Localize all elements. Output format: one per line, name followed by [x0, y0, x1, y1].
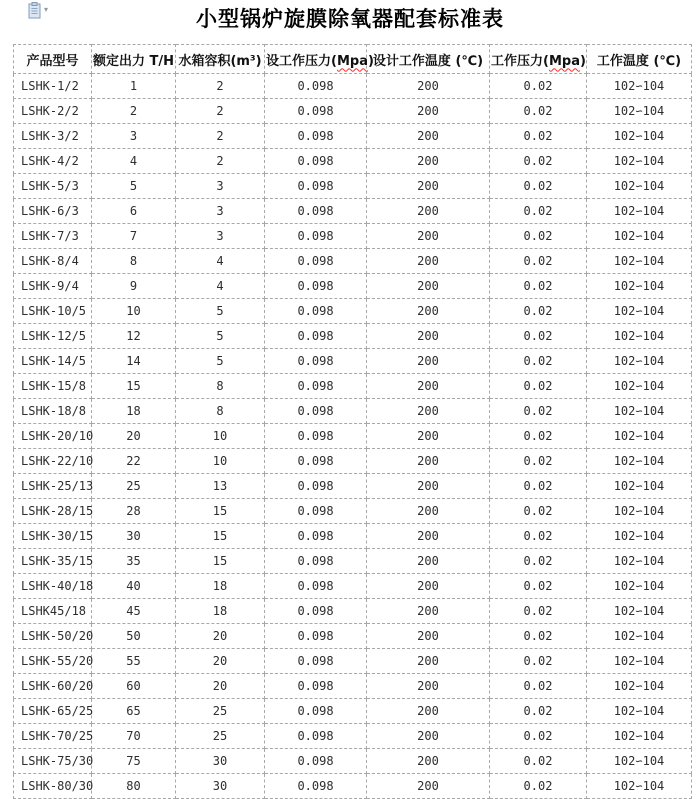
cell-working-pressure: 0.02: [490, 449, 587, 474]
cell-rated-output: 25: [92, 474, 176, 499]
cell-working-temperature: 102∽104: [587, 674, 692, 699]
cell-model: LSHK-28/15: [14, 499, 92, 524]
table-row: [14, 149, 692, 174]
cell-model: LSHK-12/5: [14, 324, 92, 349]
cell-working-temperature: 102∽104: [587, 124, 692, 149]
misspelled-unit-label: Mpa: [336, 53, 368, 69]
cell-working-pressure: 0.02: [490, 524, 587, 549]
table-row: [14, 674, 692, 699]
cell-model: LSHK45/18: [14, 599, 92, 624]
table-row: [14, 249, 692, 274]
cell-rated-output: 28: [92, 499, 176, 524]
cell-working-temperature: 102∽104: [587, 224, 692, 249]
cell-design-working-temperature: 200: [367, 549, 490, 574]
cell-working-temperature: 102∽104: [587, 724, 692, 749]
cell-design-working-pressure: 0.098: [265, 74, 367, 99]
cell-rated-output: 40: [92, 574, 176, 599]
cell-design-working-temperature: 200: [367, 249, 490, 274]
cell-tank-volume: 30: [176, 774, 265, 799]
cell-model: LSHK-7/3: [14, 224, 92, 249]
cell-design-working-temperature: 200: [367, 749, 490, 774]
cell-working-pressure: 0.02: [490, 349, 587, 374]
cell-working-pressure: 0.02: [490, 599, 587, 624]
cell-tank-volume: 15: [176, 524, 265, 549]
cell-rated-output: 45: [92, 599, 176, 624]
cell-working-pressure: 0.02: [490, 474, 587, 499]
table-row: [14, 224, 692, 249]
cell-working-temperature: 102∽104: [587, 699, 692, 724]
misspelled-unit-label: Mpa: [548, 53, 580, 69]
cell-model: LSHK-18/8: [14, 399, 92, 424]
cell-design-working-pressure: 0.098: [265, 674, 367, 699]
cell-rated-output: 1: [92, 74, 176, 99]
cell-working-temperature: 102∽104: [587, 474, 692, 499]
cell-tank-volume: 2: [176, 99, 265, 124]
table-row: [14, 774, 692, 799]
cell-tank-volume: 20: [176, 649, 265, 674]
cell-design-working-temperature: 200: [367, 424, 490, 449]
table-row: [14, 99, 692, 124]
cell-design-working-pressure: 0.098: [265, 249, 367, 274]
cell-rated-output: 50: [92, 624, 176, 649]
table-row: [14, 499, 692, 524]
cell-tank-volume: 18: [176, 574, 265, 599]
page-title: 小型锅炉旋膜除氧器配套标准表: [196, 7, 504, 31]
cell-design-working-temperature: 200: [367, 524, 490, 549]
cell-working-temperature: 102∽104: [587, 649, 692, 674]
cell-working-pressure: 0.02: [490, 224, 587, 249]
table-row: [14, 599, 692, 624]
cell-working-pressure: 0.02: [490, 549, 587, 574]
cell-design-working-temperature: 200: [367, 499, 490, 524]
cell-design-working-pressure: 0.098: [265, 724, 367, 749]
cell-model: LSHK-6/3: [14, 199, 92, 224]
cell-tank-volume: 2: [176, 124, 265, 149]
cell-tank-volume: 20: [176, 674, 265, 699]
cell-model: LSHK-60/20: [14, 674, 92, 699]
table-row: [14, 274, 692, 299]
cell-rated-output: 30: [92, 524, 176, 549]
cell-model: LSHK-10/5: [14, 299, 92, 324]
table-row: [14, 424, 692, 449]
deaerator-spec-table: [13, 44, 692, 799]
cell-working-pressure: 0.02: [490, 274, 587, 299]
cell-working-temperature: 102∽104: [587, 99, 692, 124]
cell-model: LSHK-80/30: [14, 774, 92, 799]
cell-tank-volume: 10: [176, 449, 265, 474]
cell-rated-output: 20: [92, 424, 176, 449]
column-header-6: 工作温度 (℃): [587, 45, 692, 74]
table-row: [14, 749, 692, 774]
cell-design-working-pressure: 0.098: [265, 399, 367, 424]
cell-model: LSHK-9/4: [14, 274, 92, 299]
cell-model: LSHK-14/5: [14, 349, 92, 374]
cell-design-working-temperature: 200: [367, 199, 490, 224]
cell-working-temperature: 102∽104: [587, 449, 692, 474]
cell-rated-output: 8: [92, 249, 176, 274]
cell-model: LSHK-5/3: [14, 174, 92, 199]
cell-tank-volume: 8: [176, 374, 265, 399]
cell-design-working-pressure: 0.098: [265, 749, 367, 774]
cell-working-temperature: 102∽104: [587, 349, 692, 374]
cell-tank-volume: 3: [176, 224, 265, 249]
cell-design-working-temperature: 200: [367, 274, 490, 299]
cell-model: LSHK-55/20: [14, 649, 92, 674]
cell-design-working-temperature: 200: [367, 174, 490, 199]
cell-working-pressure: 0.02: [490, 149, 587, 174]
cell-working-temperature: 102∽104: [587, 74, 692, 99]
cell-tank-volume: 2: [176, 74, 265, 99]
cell-tank-volume: 3: [176, 199, 265, 224]
cell-rated-output: 5: [92, 174, 176, 199]
cell-design-working-temperature: 200: [367, 99, 490, 124]
cell-design-working-pressure: 0.098: [265, 624, 367, 649]
cell-model: LSHK-65/25: [14, 699, 92, 724]
cell-design-working-pressure: 0.098: [265, 324, 367, 349]
cell-model: LSHK-15/8: [14, 374, 92, 399]
cell-rated-output: 60: [92, 674, 176, 699]
cell-model: LSHK-8/4: [14, 249, 92, 274]
column-header-2: 水箱容积(m³): [176, 45, 265, 74]
cell-model: LSHK-4/2: [14, 149, 92, 174]
cell-design-working-pressure: 0.098: [265, 274, 367, 299]
cell-rated-output: 65: [92, 699, 176, 724]
table-row: [14, 349, 692, 374]
cell-rated-output: 18: [92, 399, 176, 424]
cell-working-temperature: 102∽104: [587, 249, 692, 274]
cell-working-pressure: 0.02: [490, 374, 587, 399]
cell-tank-volume: 13: [176, 474, 265, 499]
cell-tank-volume: 25: [176, 724, 265, 749]
cell-working-temperature: 102∽104: [587, 774, 692, 799]
cell-design-working-pressure: 0.098: [265, 424, 367, 449]
cell-working-pressure: 0.02: [490, 574, 587, 599]
cell-working-pressure: 0.02: [490, 499, 587, 524]
cell-tank-volume: 18: [176, 599, 265, 624]
cell-working-pressure: 0.02: [490, 99, 587, 124]
cell-working-temperature: 102∽104: [587, 199, 692, 224]
cell-tank-volume: 3: [176, 174, 265, 199]
cell-design-working-pressure: 0.098: [265, 499, 367, 524]
cell-design-working-pressure: 0.098: [265, 174, 367, 199]
cell-working-pressure: 0.02: [490, 124, 587, 149]
cell-model: LSHK-50/20: [14, 624, 92, 649]
cell-rated-output: 2: [92, 99, 176, 124]
cell-model: LSHK-75/30: [14, 749, 92, 774]
cell-design-working-temperature: 200: [367, 299, 490, 324]
cell-tank-volume: 10: [176, 424, 265, 449]
cell-working-temperature: 102∽104: [587, 524, 692, 549]
cell-design-working-pressure: 0.098: [265, 574, 367, 599]
dropdown-arrow-icon: ▾: [44, 5, 49, 14]
table-header-row: [14, 45, 692, 74]
cell-working-pressure: 0.02: [490, 174, 587, 199]
cell-design-working-pressure: 0.098: [265, 349, 367, 374]
column-header-3: 设工作压力(Mpa): [265, 45, 367, 74]
cell-rated-output: 80: [92, 774, 176, 799]
cell-tank-volume: 2: [176, 149, 265, 174]
cell-design-working-pressure: 0.098: [265, 549, 367, 574]
cell-working-temperature: 102∽104: [587, 324, 692, 349]
table-row: [14, 199, 692, 224]
cell-tank-volume: 5: [176, 349, 265, 374]
cell-design-working-pressure: 0.098: [265, 124, 367, 149]
cell-rated-output: 10: [92, 299, 176, 324]
table-row: [14, 374, 692, 399]
cell-tank-volume: 30: [176, 749, 265, 774]
cell-model: LSHK-30/15: [14, 524, 92, 549]
table-row: [14, 549, 692, 574]
table-row: [14, 449, 692, 474]
cell-design-working-pressure: 0.098: [265, 299, 367, 324]
cell-working-temperature: 102∽104: [587, 574, 692, 599]
table-row: [14, 399, 692, 424]
cell-design-working-temperature: 200: [367, 124, 490, 149]
column-header-5: 工作压力(Mpa): [490, 45, 587, 74]
cell-design-working-temperature: 200: [367, 399, 490, 424]
cell-model: LSHK-70/25: [14, 724, 92, 749]
cell-model: LSHK-40/18: [14, 574, 92, 599]
cell-working-pressure: 0.02: [490, 199, 587, 224]
cell-working-temperature: 102∽104: [587, 624, 692, 649]
cell-rated-output: 6: [92, 199, 176, 224]
cell-tank-volume: 15: [176, 549, 265, 574]
table-row: [14, 124, 692, 149]
cell-design-working-pressure: 0.098: [265, 699, 367, 724]
cell-tank-volume: 15: [176, 499, 265, 524]
cell-design-working-temperature: 200: [367, 374, 490, 399]
table-row: [14, 524, 692, 549]
column-header-1: 额定出力 T/H: [92, 45, 176, 74]
cell-design-working-temperature: 200: [367, 74, 490, 99]
cell-working-pressure: 0.02: [490, 249, 587, 274]
table-row: [14, 699, 692, 724]
cell-design-working-temperature: 200: [367, 349, 490, 374]
cell-working-pressure: 0.02: [490, 674, 587, 699]
cell-design-working-pressure: 0.098: [265, 149, 367, 174]
table-row: [14, 299, 692, 324]
topbar: [0, 0, 700, 44]
cell-working-temperature: 102∽104: [587, 174, 692, 199]
cell-working-temperature: 102∽104: [587, 274, 692, 299]
table-row: [14, 74, 692, 99]
cell-working-pressure: 0.02: [490, 424, 587, 449]
cell-tank-volume: 4: [176, 249, 265, 274]
cell-model: LSHK-3/2: [14, 124, 92, 149]
cell-design-working-pressure: 0.098: [265, 374, 367, 399]
cell-tank-volume: 5: [176, 324, 265, 349]
cell-design-working-temperature: 200: [367, 724, 490, 749]
cell-model: LSHK-2/2: [14, 99, 92, 124]
cell-design-working-pressure: 0.098: [265, 649, 367, 674]
cell-working-temperature: 102∽104: [587, 499, 692, 524]
cell-working-temperature: 102∽104: [587, 299, 692, 324]
cell-working-pressure: 0.02: [490, 399, 587, 424]
table-row: [14, 624, 692, 649]
cell-working-pressure: 0.02: [490, 324, 587, 349]
cell-rated-output: 75: [92, 749, 176, 774]
cell-working-temperature: 102∽104: [587, 399, 692, 424]
cell-rated-output: 15: [92, 374, 176, 399]
cell-design-working-pressure: 0.098: [265, 474, 367, 499]
cell-design-working-temperature: 200: [367, 599, 490, 624]
cell-working-pressure: 0.02: [490, 749, 587, 774]
cell-rated-output: 3: [92, 124, 176, 149]
cell-tank-volume: 8: [176, 399, 265, 424]
cell-model: LSHK-35/15: [14, 549, 92, 574]
cell-design-working-temperature: 200: [367, 624, 490, 649]
cell-rated-output: 14: [92, 349, 176, 374]
table-row: [14, 574, 692, 599]
cell-tank-volume: 20: [176, 624, 265, 649]
cell-rated-output: 9: [92, 274, 176, 299]
cell-rated-output: 35: [92, 549, 176, 574]
cell-model: LSHK-22/10: [14, 449, 92, 474]
table-row: [14, 174, 692, 199]
cell-design-working-pressure: 0.098: [265, 449, 367, 474]
cell-design-working-temperature: 200: [367, 699, 490, 724]
table-row: [14, 649, 692, 674]
cell-working-pressure: 0.02: [490, 724, 587, 749]
cell-design-working-temperature: 200: [367, 449, 490, 474]
cell-working-temperature: 102∽104: [587, 149, 692, 174]
cell-rated-output: 55: [92, 649, 176, 674]
cell-working-pressure: 0.02: [490, 649, 587, 674]
cell-tank-volume: 4: [176, 274, 265, 299]
column-header-4: 设计工作温度 (℃): [367, 45, 490, 74]
cell-rated-output: 7: [92, 224, 176, 249]
table-row: [14, 724, 692, 749]
cell-rated-output: 4: [92, 149, 176, 174]
cell-working-temperature: 102∽104: [587, 749, 692, 774]
cell-working-pressure: 0.02: [490, 299, 587, 324]
cell-model: LSHK-1/2: [14, 74, 92, 99]
cell-design-working-pressure: 0.098: [265, 774, 367, 799]
column-header-0: 产品型号: [14, 45, 92, 74]
cell-working-temperature: 102∽104: [587, 599, 692, 624]
cell-rated-output: 70: [92, 724, 176, 749]
cell-model: LSHK-25/13: [14, 474, 92, 499]
cell-design-working-temperature: 200: [367, 324, 490, 349]
cell-design-working-pressure: 0.098: [265, 224, 367, 249]
cell-design-working-pressure: 0.098: [265, 599, 367, 624]
cell-design-working-pressure: 0.098: [265, 199, 367, 224]
cell-working-pressure: 0.02: [490, 624, 587, 649]
cell-working-temperature: 102∽104: [587, 424, 692, 449]
cell-design-working-temperature: 200: [367, 474, 490, 499]
table-row: [14, 474, 692, 499]
cell-tank-volume: 5: [176, 299, 265, 324]
cell-model: LSHK-20/10: [14, 424, 92, 449]
cell-design-working-pressure: 0.098: [265, 524, 367, 549]
cell-design-working-temperature: 200: [367, 774, 490, 799]
cell-working-temperature: 102∽104: [587, 374, 692, 399]
cell-rated-output: 12: [92, 324, 176, 349]
cell-working-pressure: 0.02: [490, 774, 587, 799]
cell-working-pressure: 0.02: [490, 74, 587, 99]
cell-tank-volume: 25: [176, 699, 265, 724]
cell-design-working-temperature: 200: [367, 649, 490, 674]
cell-design-working-temperature: 200: [367, 674, 490, 699]
cell-design-working-pressure: 0.098: [265, 99, 367, 124]
cell-working-pressure: 0.02: [490, 699, 587, 724]
cell-rated-output: 22: [92, 449, 176, 474]
cell-design-working-temperature: 200: [367, 224, 490, 249]
cell-design-working-temperature: 200: [367, 574, 490, 599]
cell-working-temperature: 102∽104: [587, 549, 692, 574]
cell-design-working-temperature: 200: [367, 149, 490, 174]
table-row: [14, 324, 692, 349]
